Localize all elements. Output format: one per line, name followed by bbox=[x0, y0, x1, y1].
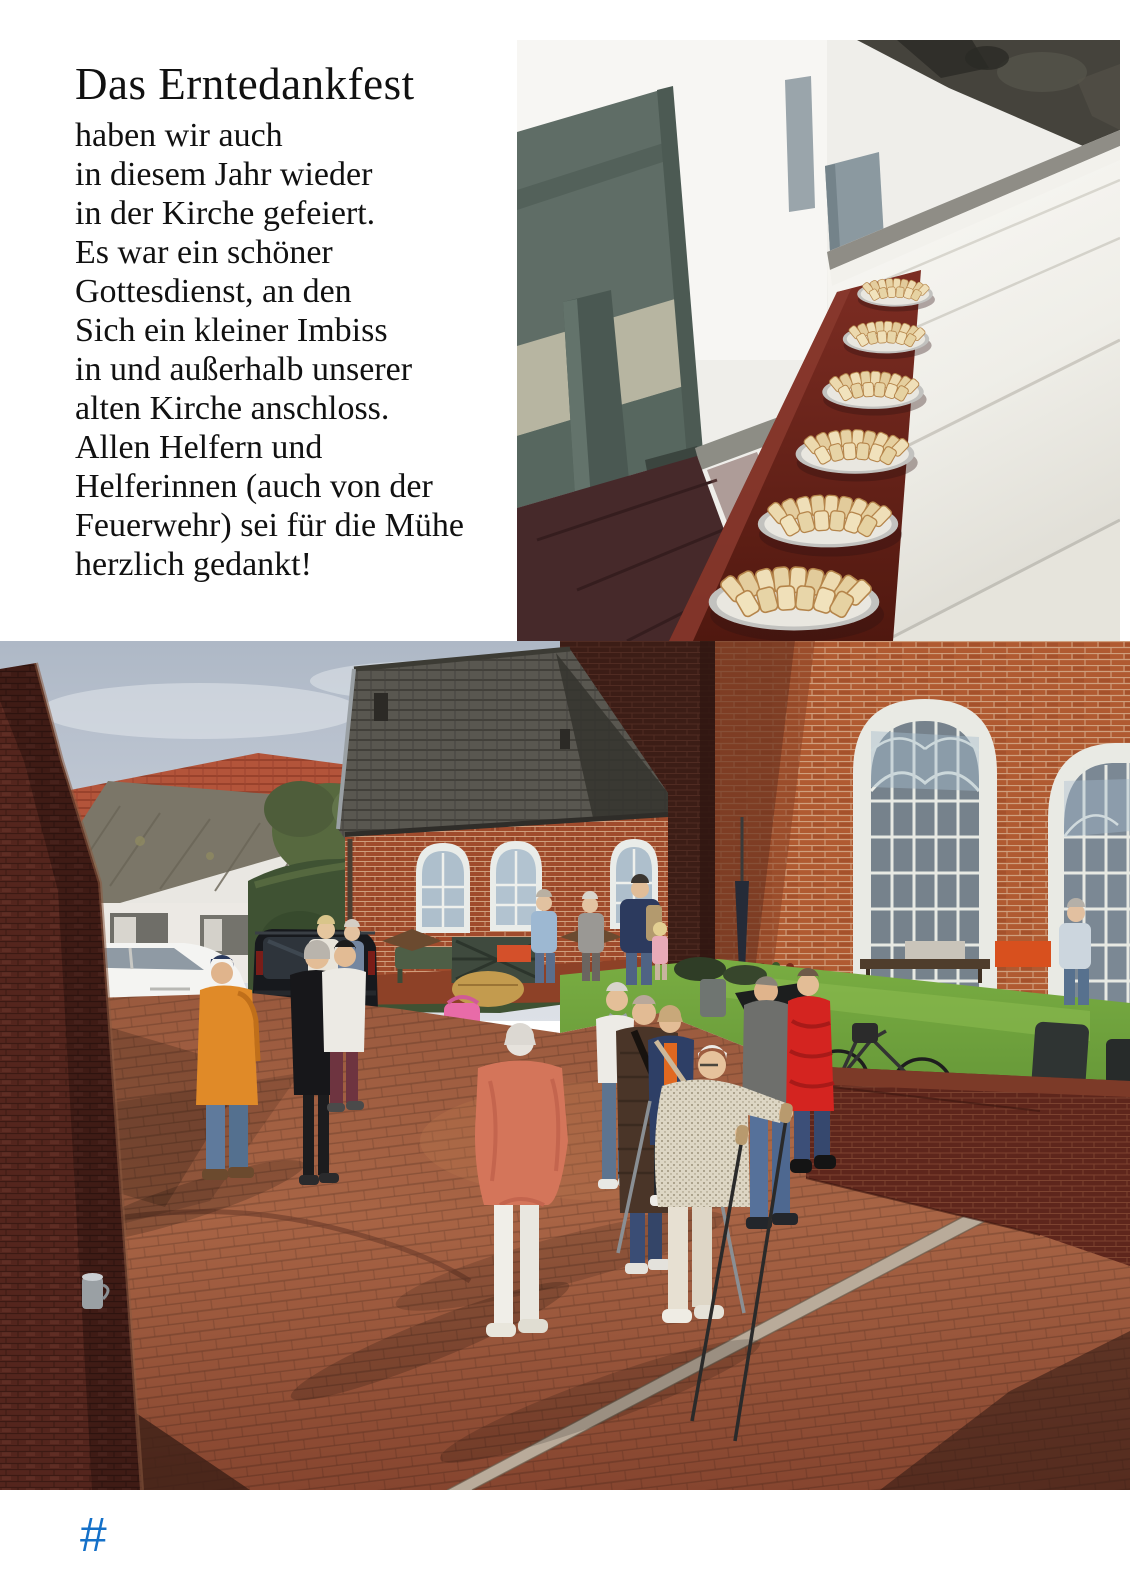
article-line: herzlich gedankt! bbox=[75, 545, 312, 583]
red-crate bbox=[995, 941, 1051, 967]
article-line: in der Kirche gefeiert. bbox=[75, 194, 376, 232]
church-interior-photo bbox=[517, 40, 1120, 641]
church-interior-illustration bbox=[517, 40, 1120, 641]
article-text-block bbox=[75, 60, 520, 584]
churchyard-photo bbox=[0, 641, 1130, 1490]
article-line: Sich ein kleiner Imbiss bbox=[75, 311, 388, 349]
cloud bbox=[40, 683, 360, 739]
article-line: Allen Helfern und bbox=[75, 428, 323, 466]
article-line: haben wir auch bbox=[75, 116, 283, 154]
article-line: Es war ein schöner bbox=[75, 233, 333, 271]
chapel-window bbox=[416, 843, 470, 933]
article-line: Helferinnen (auch von der bbox=[75, 467, 433, 505]
article-line: Feuerwehr) sei für die Mühe bbox=[75, 506, 464, 544]
article-line: in diesem Jahr wieder bbox=[75, 155, 373, 193]
article-line: in und außerhalb unserer bbox=[75, 350, 413, 388]
article-line: alten Kirche anschloss. bbox=[75, 389, 390, 427]
page-title: Das Erntedankfest bbox=[75, 59, 415, 109]
churchyard-illustration bbox=[0, 641, 1130, 1490]
footer-hash-symbol: # bbox=[80, 1509, 107, 1562]
pew-post bbox=[785, 76, 815, 212]
article-line: Gottesdienst, an den bbox=[75, 272, 352, 310]
